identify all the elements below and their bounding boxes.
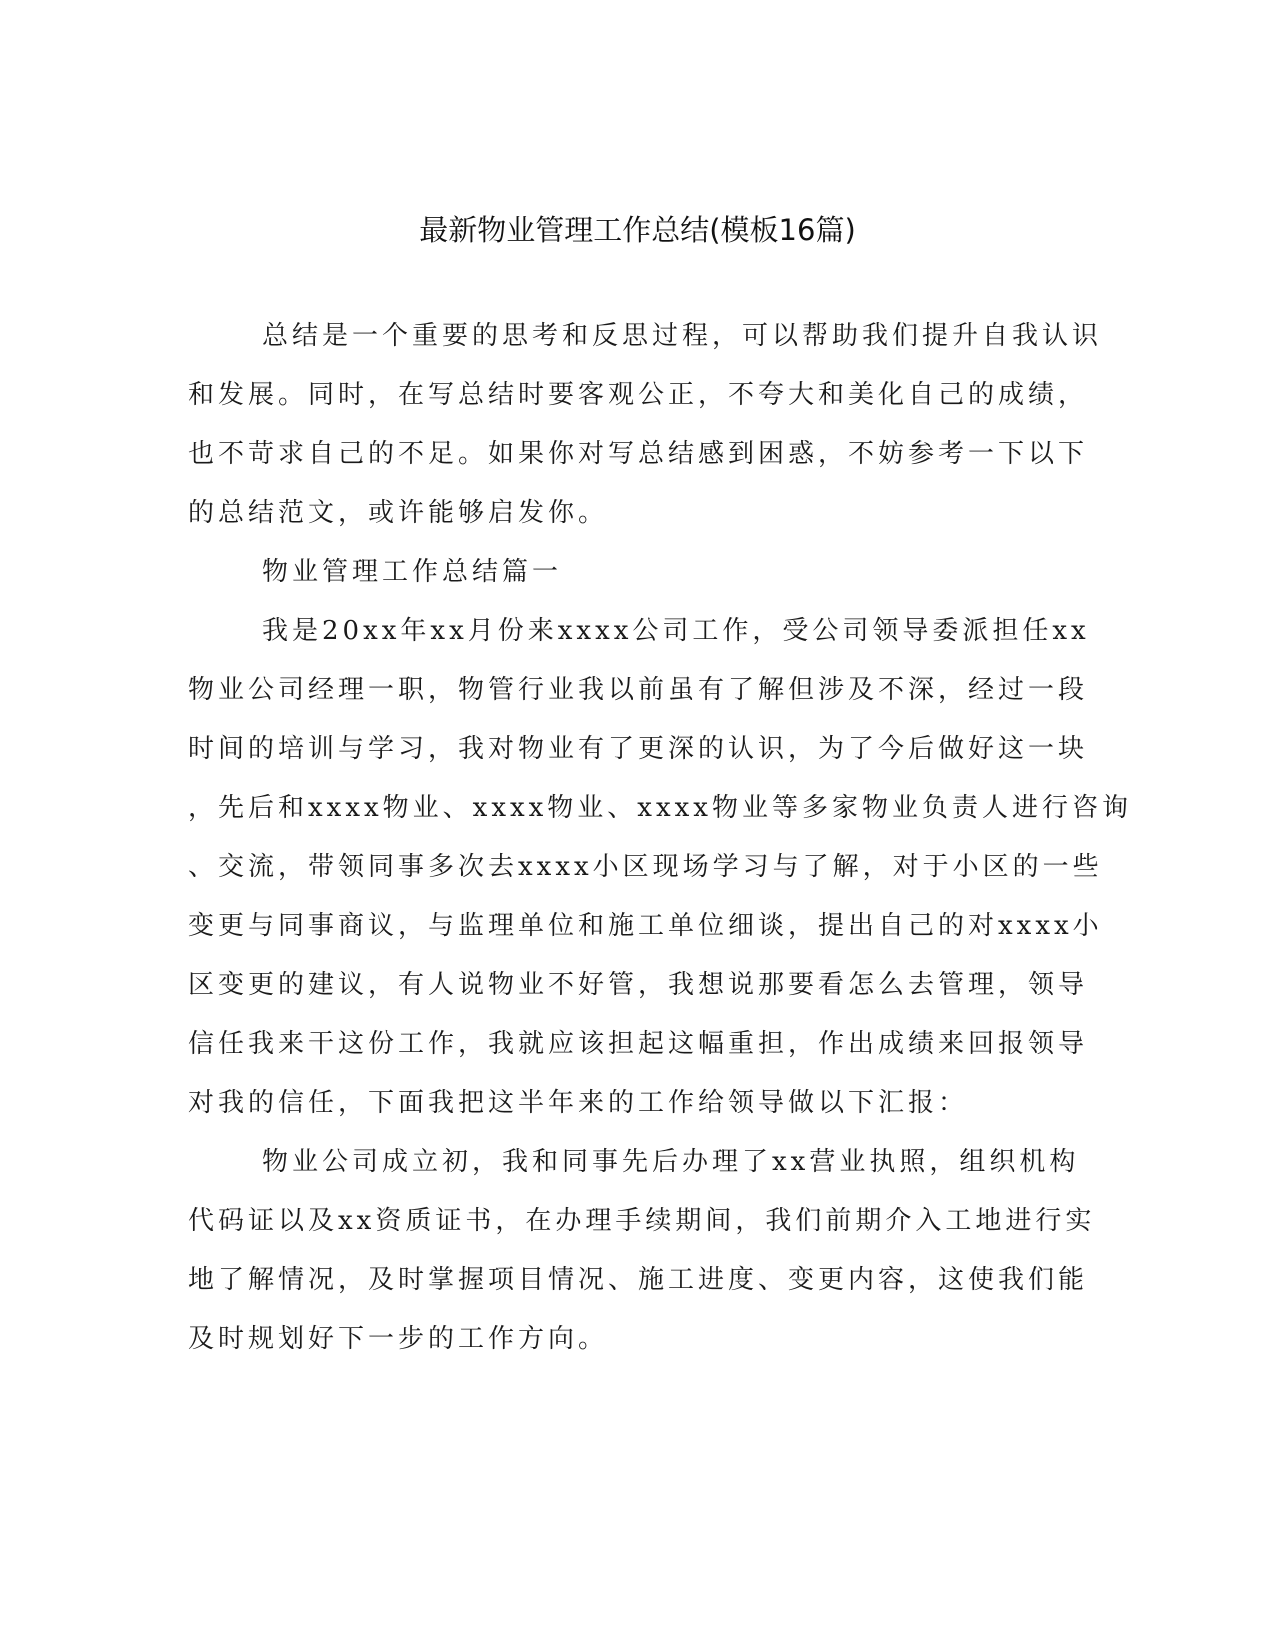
section-heading: 物业管理工作总结篇一	[262, 557, 563, 587]
paragraph-line: 变更与同事商议，与监理单位和施工单位细谈，提出自己的对xxxx小	[188, 911, 1103, 941]
paragraph-line: 、交流，带领同事多次去xxxx小区现场学习与了解，对于小区的一些	[188, 852, 1103, 882]
paragraph-line: 总结是一个重要的思考和反思过程，可以帮助我们提升自我认识	[262, 321, 1103, 351]
paragraph-line: 对我的信任，下面我把这半年来的工作给领导做以下汇报：	[188, 1088, 969, 1118]
paragraph-line: 物业公司成立初，我和同事先后办理了xx营业执照，组织机构	[262, 1147, 1080, 1177]
paragraph-line: 物业公司经理一职，物管行业我以前虽有了解但涉及不深，经过一段	[188, 675, 1089, 705]
paragraph-line: 我是20xx年xx月份来xxxx公司工作，受公司领导委派担任xx	[262, 616, 1090, 646]
paragraph-line: 也不苛求自己的不足。如果你对写总结感到困惑，不妨参考一下以下	[188, 439, 1089, 469]
paragraph-line: ，先后和xxxx物业、xxxx物业、xxxx物业等多家物业负责人进行咨询	[188, 793, 1132, 823]
paragraph-line: 区变更的建议，有人说物业不好管，我想说那要看怎么去管理，领导	[188, 970, 1089, 1000]
paragraph-line: 及时规划好下一步的工作方向。	[188, 1324, 609, 1354]
paragraph-line: 时间的培训与学习，我对物业有了更深的认识，为了今后做好这一块	[188, 734, 1089, 764]
document-title: 最新物业管理工作总结(模板16篇)	[419, 213, 856, 247]
paragraph-line: 地了解情况，及时掌握项目情况、施工进度、变更内容，这使我们能	[188, 1265, 1089, 1295]
paragraph-line: 和发展。同时，在写总结时要客观公正，不夸大和美化自己的成绩，	[188, 380, 1089, 410]
paragraph-line: 代码证以及xx资质证书，在办理手续期间，我们前期介入工地进行实	[188, 1206, 1096, 1236]
paragraph-line: 的总结范文，或许能够启发你。	[188, 498, 609, 528]
paragraph-line: 信任我来干这份工作，我就应该担起这幅重担，作出成绩来回报领导	[188, 1029, 1089, 1059]
